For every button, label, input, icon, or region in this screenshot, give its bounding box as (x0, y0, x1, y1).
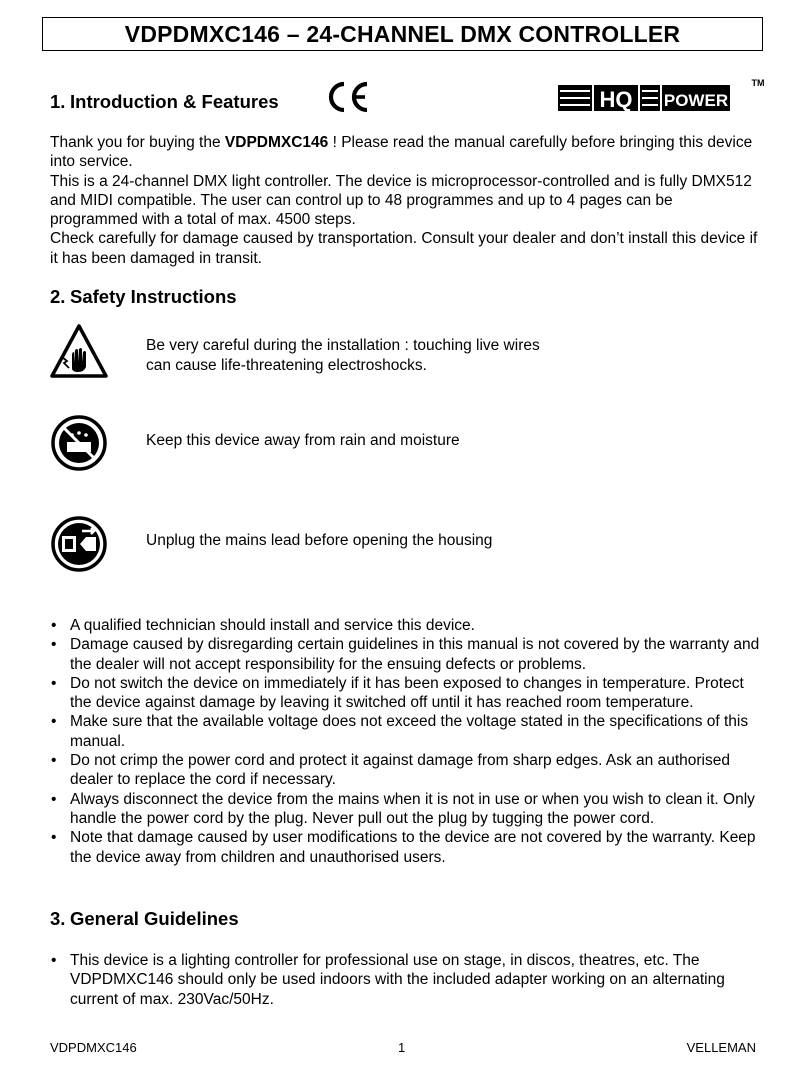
hq-power-logo (556, 77, 774, 115)
list-item: • Always disconnect the device from the mains when it is not in use or when you wish to clean it. Only handle the power cord by the plug. Never pull out the plug by tugging the power cord. (50, 790, 762, 829)
logo-hq-text: HQ (599, 87, 633, 112)
list-item: • Damage caused by disregarding certain guidelines in this manual is not covered by the warranty and the dealer will not accept responsibility for the ensuing defects or problems. (50, 635, 762, 674)
footer-brand: VELLEMAN (686, 1040, 756, 1055)
list-item: • Make sure that the available voltage does not exceed the voltage stated in the specifications of this manual. (50, 712, 762, 751)
unplug-mains-icon (50, 515, 108, 573)
section-heading-safety: 2. Safety Instructions (50, 286, 237, 307)
list-item: • This device is a lighting controller for professional use on stage, in discos, theatres, etc. The VDPDMXC146 should only be used indoors with the included adapter working on an alternating current of max. 230Vac/50Hz. (50, 951, 762, 1009)
warning-text-electric-shock: Be very careful during the installation : touching live wires can cause life-threatening electroshocks. (146, 337, 540, 374)
warning-text-rain-moisture: Keep this device away from rain and moisture (146, 432, 460, 449)
ce-mark-icon (325, 80, 371, 114)
guidelines-bullet-list (50, 951, 762, 1009)
model-name: VDPDMXC146 (224, 134, 329, 151)
intro-paragraph-1: Thank you for buying the VDPDMXC146 ! Please read the manual carefully before bringing this device into service. (50, 134, 753, 171)
section-heading-introduction: 1. Introduction & Features (50, 91, 279, 112)
document-title: VDPDMXC146 – 24-CHANNEL DMX CONTROLLER (124, 20, 681, 47)
logo-tm-text: TM (751, 78, 765, 88)
list-item: • Note that damage caused by user modifications to the device are not covered by the warranty. Keep the device away from children and unauthorised users. (50, 828, 762, 867)
safety-bullet-list (50, 616, 762, 867)
section-heading-general-guidelines: 3. General Guidelines (50, 908, 239, 929)
logo-power-text: POWER (663, 91, 729, 110)
document-title-box (42, 17, 763, 51)
footer-model: VDPDMXC146 (50, 1040, 137, 1055)
no-rain-moisture-icon (50, 414, 108, 472)
list-item: • Do not switch the device on immediately if it has been exposed to changes in temperature. Protect the device against damage by leaving it switched off until it has reached room temperature. (50, 674, 762, 713)
intro-text (50, 133, 760, 268)
warning-text-unplug: Unplug the mains lead before opening the housing (146, 532, 493, 549)
intro-paragraph-2: This is a 24-channel DMX light controller. The device is microprocessor-controlled and is fully DMX512 and MIDI compatible. The user can control up to 48 programmes and up to 4 pages can be programmed with a total of max. 4500 steps. (50, 172, 752, 229)
list-item: • Do not crimp the power cord and protect it against damage from sharp edges. Ask an authorised dealer to replace the cord if necessary. (50, 751, 762, 790)
electric-shock-warning-icon (50, 323, 108, 381)
list-item: • A qualified technician should install and service this device. (50, 616, 762, 635)
intro-paragraph-3: Check carefully for damage caused by transportation. Consult your dealer and don’t install this device if it has been damaged in transit. (50, 230, 758, 267)
footer-page-number: 1 (398, 1040, 406, 1055)
